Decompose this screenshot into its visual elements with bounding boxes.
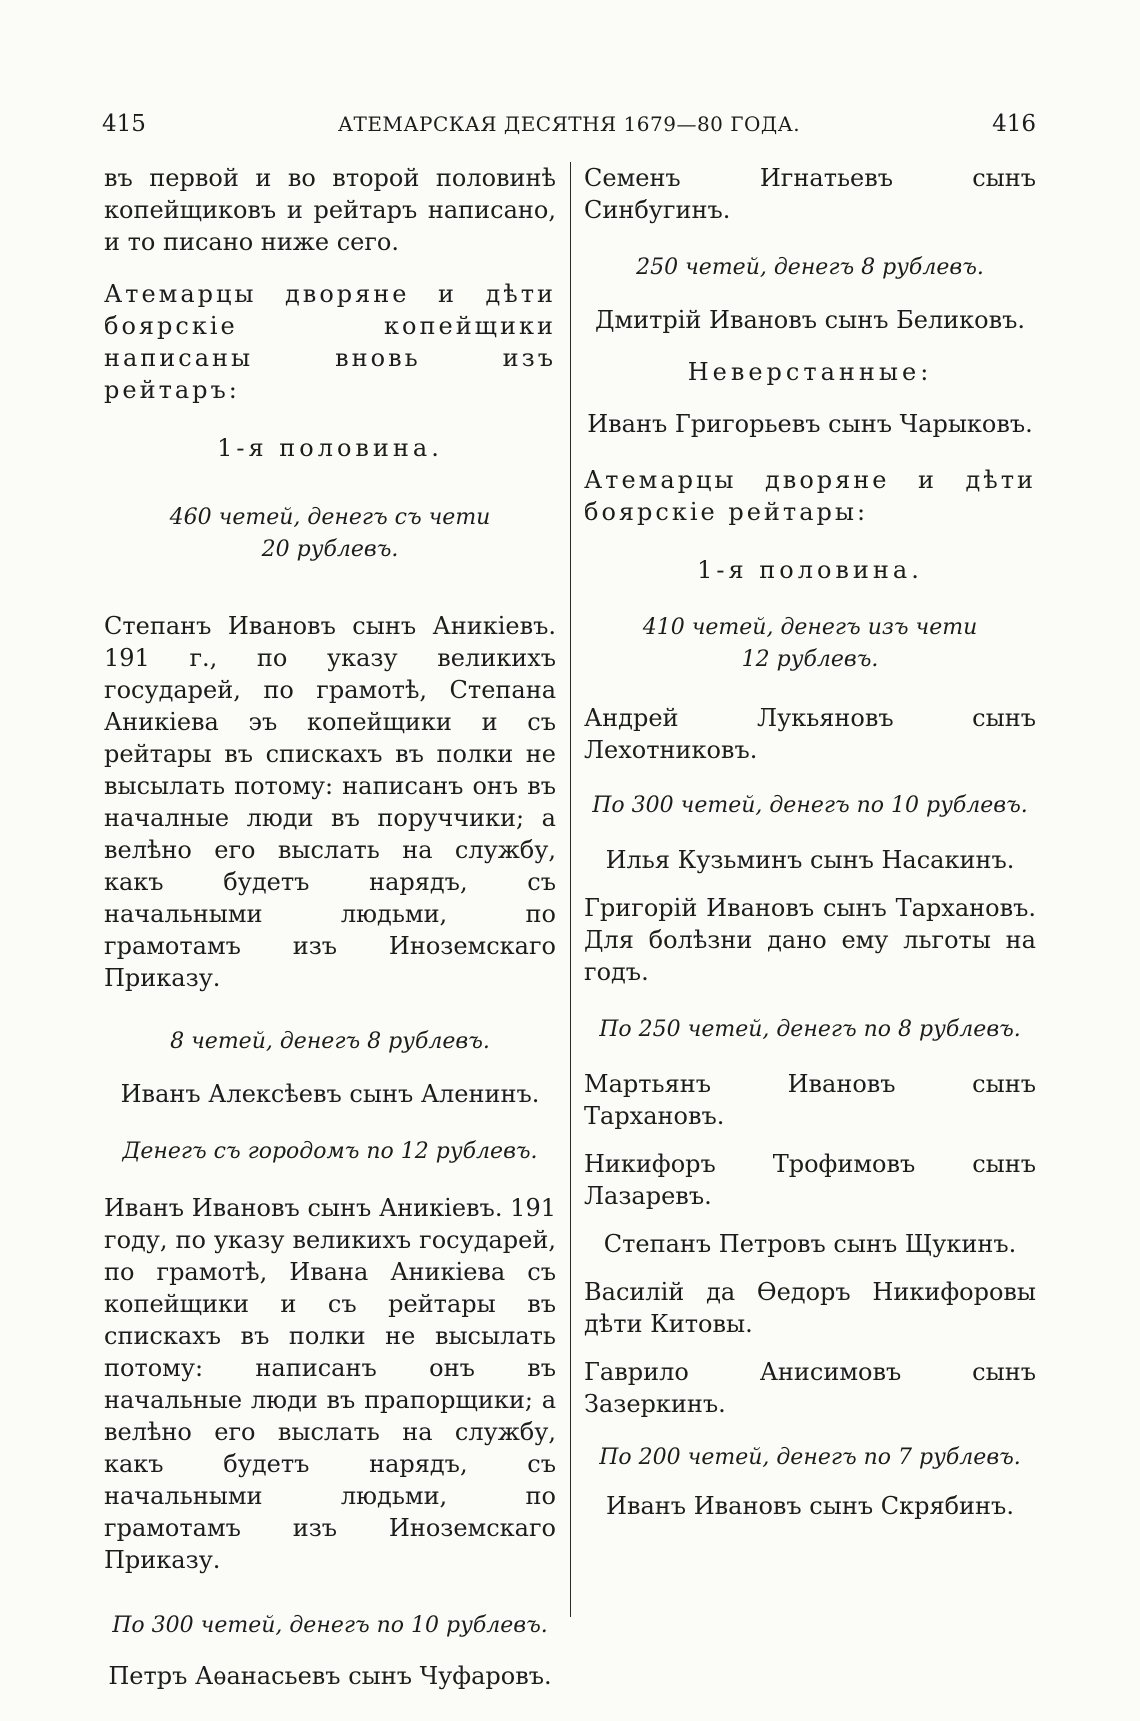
right-salary-5: По 200 четей, денегъ по 7 рублевъ. — [599, 1445, 1021, 1470]
right-entry-12: Иванъ Ивановъ сынъ Скрябинъ. — [606, 1492, 1014, 1520]
right-entry-6: Григорій Ивановъ сынъ Тархановъ. Для болѣзни дано ему льготы на годъ. — [584, 894, 1036, 986]
right-entry-11: Гаврило Анисимовъ сынъ Зазеркинъ. — [584, 1358, 1036, 1418]
left-salary-2: 8 четей, денегъ 8 рублевъ. — [170, 1029, 490, 1054]
running-title: АТЕМАРСКАЯ ДЕСЯТНЯ 1679—80 ГОДА. — [337, 112, 801, 136]
left-entry-1: Степанъ Ивановъ сынъ Аникіевъ. 191 г., по указу великихъ государей, по грамотѣ, Степана Аникіева эъ копейщики и съ рейтары въ спискахъ въ полки не высылать потому: написанъ онъ въ началные люди въ поруччики; а велѣно его выслать на службу, какъ будетъ нарядъ, съ начальными людьми, по грамотамъ изъ Иноземскаго Приказу. — [104, 612, 556, 992]
right-entry-4: Андрей Лукьяновъ сынъ Лехотниковъ. — [584, 704, 1036, 764]
right-entry-3: Иванъ Григорьевъ сынъ Чарыковъ. — [587, 410, 1033, 438]
right-entry-5: Илья Кузьминъ сынъ Насакинъ. — [605, 846, 1015, 874]
left-salary-4: По 300 четей, денегъ по 10 рублевъ. — [112, 1613, 548, 1638]
page-header — [102, 104, 1036, 144]
right-heading-unranked: Неверстанные: — [687, 358, 933, 386]
left-intro: въ первой и во второй половинѣ копейщиковъ и рейтаръ написано, и то писано ниже сего. — [104, 164, 556, 256]
right-half-heading: 1-я половина. — [697, 556, 923, 584]
right-entry-10: Василій да Ѳедоръ Никифоровы дѣти Китовы. — [584, 1278, 1036, 1338]
left-column — [104, 162, 556, 1692]
right-entry-7: Мартьянъ Ивановъ сынъ Тархановъ. — [584, 1070, 1036, 1130]
page-number-right: 416 — [992, 111, 1036, 137]
left-entry-4: Петръ Аѳанасьевъ сынъ Чуфаровъ. — [108, 1662, 552, 1690]
left-entry-3: Иванъ Ивановъ сынъ Аникіевъ. 191 году, по указу великихъ государей, по грамотѣ, Ивана Аникіева съ копейщики и съ рейтары въ спискахъ въ полки не высылать потому: написанъ онъ въ начальные люди въ прапорщики; а велѣно его выслать на службу, какъ будетъ нарядъ, съ начальными людьми, по грамотамъ изъ Иноземскаго Приказу. — [104, 1194, 556, 1574]
right-column — [584, 162, 1036, 1522]
left-salary-1-line1: 460 четей, денегъ съ чети — [169, 505, 491, 530]
left-section-heading: Атемарцы дворяне и дѣти боярскіе копейщики написаны вновь изъ рейтаръ: — [104, 280, 556, 404]
right-section-heading: Атемарцы дворяне и дѣти боярскіе рейтары: — [584, 466, 1036, 526]
right-salary-2-line2: 12 рублевъ. — [741, 647, 879, 672]
right-entry-9: Степанъ Петровъ сынъ Щукинъ. — [603, 1230, 1017, 1258]
left-salary-3: Денегъ съ городомъ по 12 рублевъ. — [122, 1139, 538, 1164]
right-entry-8: Никифоръ Трофимовъ сынъ Лазаревъ. — [584, 1150, 1036, 1210]
right-salary-3: По 300 четей, денегъ по 10 рублевъ. — [592, 793, 1028, 818]
left-entry-2: Иванъ Алексѣевъ сынъ Аленинъ. — [120, 1080, 540, 1108]
right-salary-1: 250 четей, денегъ 8 рублевъ. — [636, 255, 984, 280]
column-divider — [570, 162, 571, 1617]
right-entry-2: Дмитрій Ивановъ сынъ Беликовъ. — [594, 306, 1026, 334]
left-salary-1-line2: 20 рублевъ. — [261, 537, 399, 562]
right-salary-2-line1: 410 четей, денегъ изъ чети — [642, 615, 978, 640]
right-salary-4: По 250 четей, денегъ по 8 рублевъ. — [599, 1017, 1021, 1042]
left-half-heading: 1-я половина. — [217, 434, 443, 462]
page-number-left: 415 — [102, 111, 146, 137]
right-entry-1: Семенъ Игнатьевъ сынъ Синбугинъ. — [584, 164, 1036, 224]
